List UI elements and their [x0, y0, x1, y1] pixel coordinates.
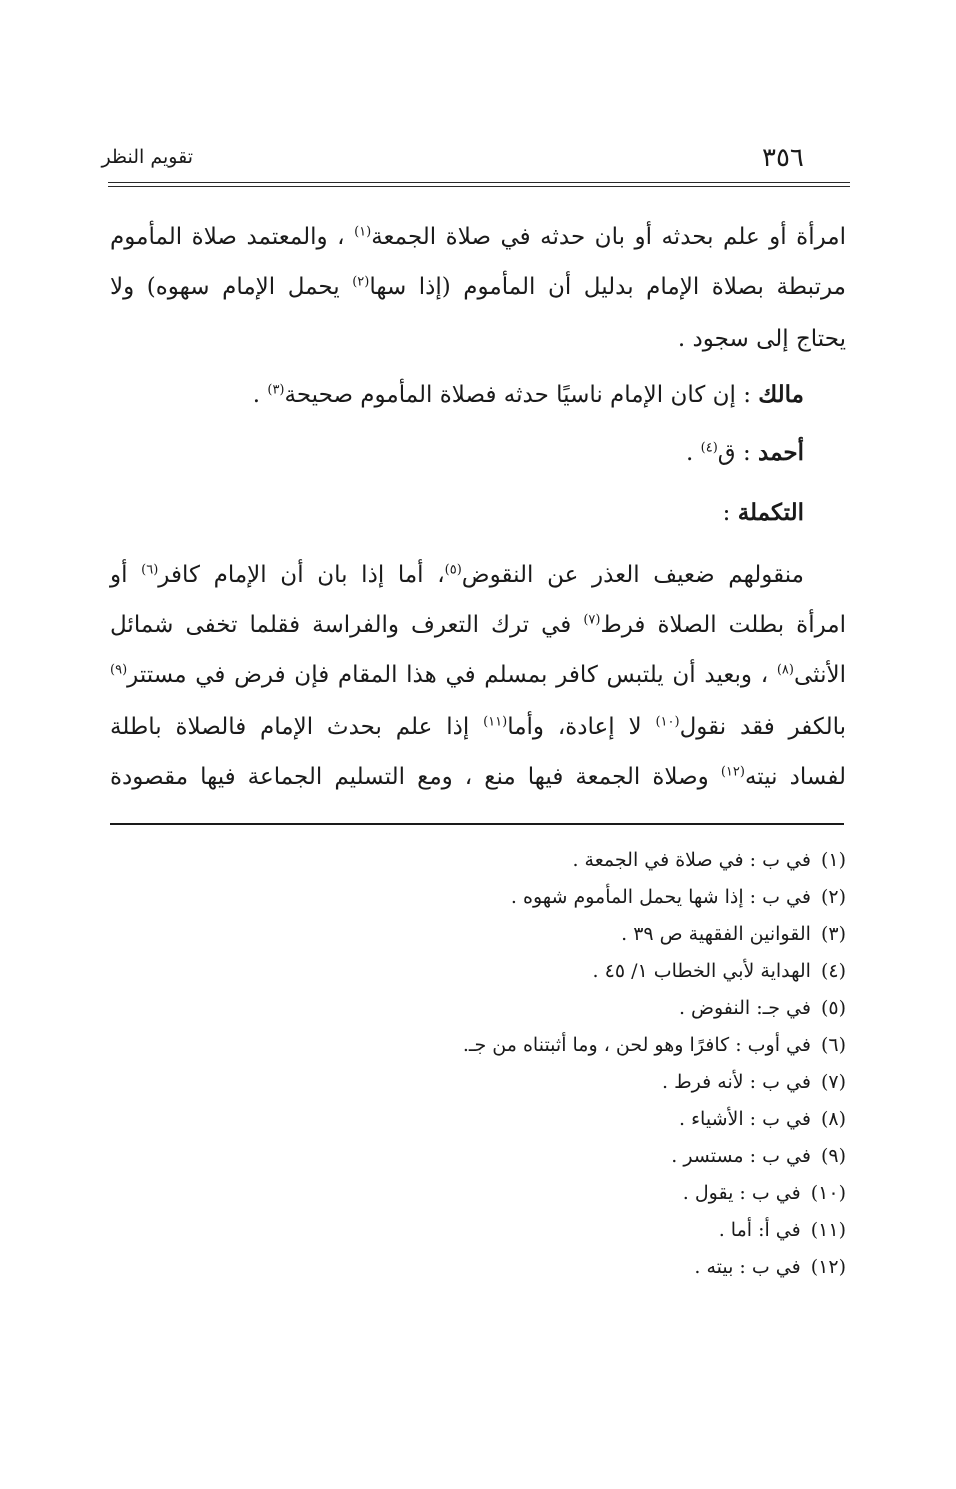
footnote — [719, 1217, 846, 1243]
footnote — [694, 1254, 846, 1280]
body-line — [723, 498, 804, 528]
footnote-number: (٢) — [820, 886, 846, 908]
footnote-ref: (٥) — [444, 562, 462, 578]
footnote-number: (٦) — [820, 1034, 846, 1056]
body-line — [110, 222, 846, 252]
footnote-ref: (٢) — [352, 274, 370, 290]
footnote-ref: (٧) — [583, 612, 601, 628]
footnote-text: في ب : الأشياء . — [679, 1108, 811, 1130]
body-text: . — [252, 382, 268, 408]
body-line — [110, 712, 846, 742]
footnote-ref: (٣) — [267, 382, 285, 398]
footnote-text: القوانين الفقهية ص ٣٩ . — [621, 923, 811, 945]
body-text: : — [722, 500, 738, 526]
footnote — [572, 847, 846, 873]
body-text: ، أما إذا بان أن الإمام كافر — [158, 562, 445, 588]
footnote-text: في ب : مستسر . — [671, 1145, 811, 1167]
body-line — [110, 660, 846, 690]
body-text: إذا علم بحدث الإمام فالصلاة باطلة — [110, 714, 484, 740]
body-text: وصلاة الجمعة فيها منع ، ومع التسليم الجماعة فيها مقصودة — [110, 764, 721, 790]
body-text: بالكفر فقد نقول — [679, 714, 847, 740]
scholar-label: أحمد — [758, 439, 804, 466]
footnote-text: في ب : بيته . — [694, 1256, 801, 1278]
footnote-number: (١١) — [810, 1219, 846, 1241]
footnote-ref: (١١) — [483, 714, 508, 730]
footnote-number: (٣) — [820, 923, 846, 945]
body-line — [110, 272, 846, 302]
footnote — [593, 958, 846, 984]
body-text: يحتاج إلى سجود . — [677, 326, 846, 352]
section-heading: التكملة — [737, 499, 804, 526]
footnote-ref: (١) — [354, 224, 372, 240]
body-text: ، والمعتمد صلاة المأموم — [110, 224, 355, 250]
body-line — [686, 438, 804, 468]
running-title: تقويم النظر — [101, 146, 193, 168]
body-line — [253, 380, 804, 410]
footnote-text: في جـ: النفوض . — [678, 997, 811, 1019]
header-rule — [108, 186, 850, 187]
body-line — [678, 324, 846, 354]
footnote-text: الهداية لأبي الخطاب ١/ ٤٥ . — [592, 960, 811, 982]
body-text: ، وبعيد أن يلتبس كافر بمسلم في هذا المقام فإن فرض في مستتر — [127, 662, 777, 688]
body-text: : ق — [717, 440, 759, 466]
footnote-number: (١٢) — [810, 1256, 846, 1278]
footnote-ref: (٨) — [776, 662, 794, 678]
scholar-label: مالك — [758, 381, 804, 408]
footnote-number: (٨) — [820, 1108, 846, 1130]
footnote — [621, 921, 846, 947]
footnote-number: (٤) — [820, 960, 846, 982]
footnote — [662, 1069, 846, 1095]
footnote-number: (١) — [820, 849, 846, 871]
page-number: ٣٥٦ — [762, 143, 804, 173]
body-line — [110, 762, 846, 792]
body-line — [110, 610, 846, 640]
footnote-text: في ب : لأنه فرط . — [662, 1071, 811, 1093]
footnote-ref: (١٠) — [655, 714, 680, 730]
footnote-text: في ب : يقول . — [682, 1182, 801, 1204]
body-text: يحمل الإمام سهوه) ولا — [110, 274, 353, 300]
footnote-separator — [110, 823, 844, 825]
body-text: منقولهم ضعيف العذر عن النقوض — [461, 562, 805, 588]
body-text: . — [686, 440, 701, 466]
footnote — [511, 884, 846, 910]
footnote-number: (٧) — [820, 1071, 846, 1093]
footnote — [679, 1106, 846, 1132]
footnote-text: في أوب : كافرًا وهو لحن ، وما أثبتناه من جـ. — [462, 1034, 811, 1056]
footnote — [679, 995, 846, 1021]
footnote-number: (٥) — [820, 997, 846, 1019]
footnote-ref: (١٢) — [720, 764, 745, 780]
footnote — [683, 1180, 846, 1206]
footnote-text: في أ: أما . — [718, 1219, 801, 1241]
body-text: : إن كان الإمام ناسيًا حدثه فصلاة المأموم صحيحة — [284, 382, 759, 408]
footnote-number: (١٠) — [810, 1182, 846, 1204]
footnote — [671, 1143, 846, 1169]
body-text: امرأة أو علم بحدثه أو بان حدثه في صلاة الجمعة — [371, 224, 846, 250]
footnote-ref: (٦) — [141, 562, 159, 578]
body-text: لا إعادة، وأما — [507, 714, 656, 740]
body-text: مرتبطة بصلاة الإمام بدليل أن المأموم (إذا سها — [369, 274, 846, 300]
footnote-ref: (٤) — [700, 440, 718, 456]
body-text: لفساد نيته — [744, 764, 846, 790]
body-text: الأنثى — [793, 662, 846, 688]
footnote-text: في ب : إذا شها يحمل المأموم شهوه . — [510, 886, 811, 908]
body-text: امرأة بطلت الصلاة فرط — [600, 612, 846, 638]
body-text: في ترك التعرف والفراسة فقلما تخفى شمائل — [110, 612, 584, 638]
body-line — [110, 560, 804, 590]
header-rule — [108, 182, 850, 183]
footnote — [463, 1032, 846, 1058]
footnote-number: (٩) — [820, 1145, 846, 1167]
body-text: أو — [110, 562, 142, 588]
footnote-text: في ب : في صلاة في الجمعة . — [572, 849, 811, 871]
footnote-ref: (٩) — [110, 662, 128, 678]
